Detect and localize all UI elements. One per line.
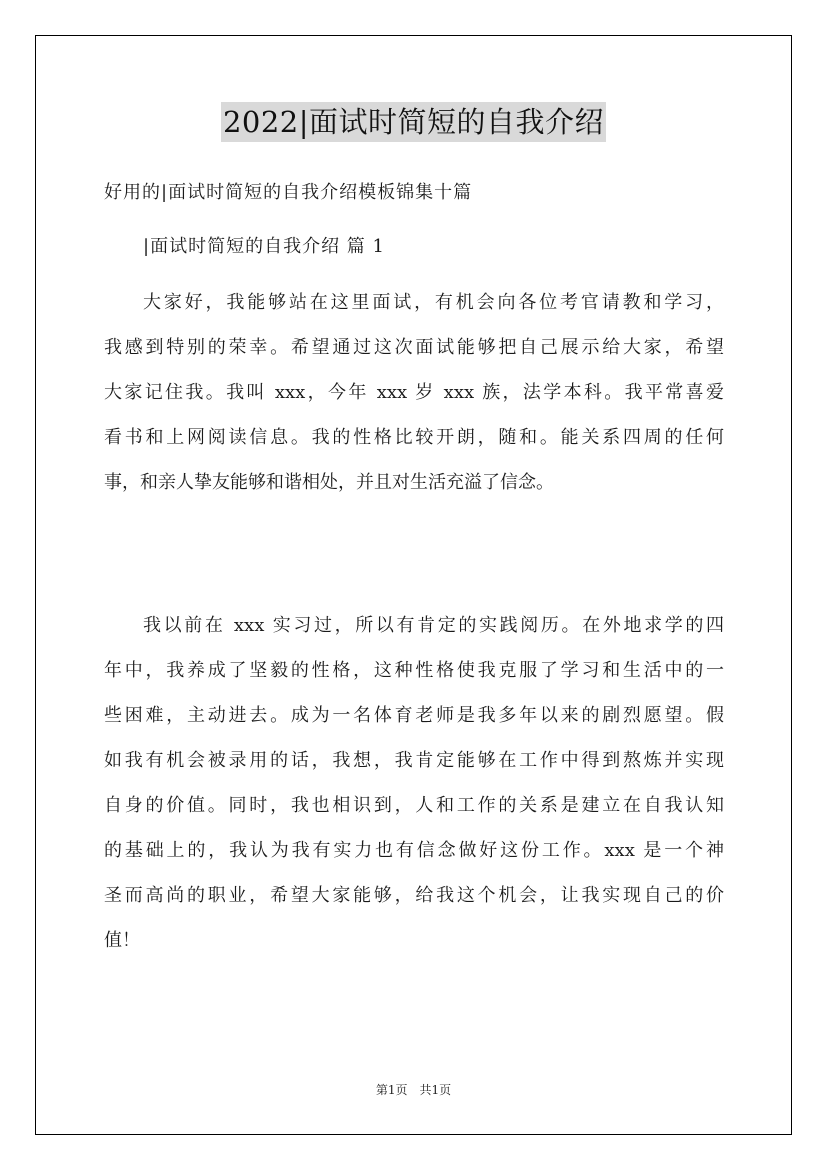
paragraph-line: 我以前在 xxx 实习过，所以有肯定的实践阅历。在外地求学的四 — [143, 615, 724, 636]
paragraph-line: 年中，我养成了坚毅的性格，这种性格使我克服了学习和生活中的一 — [104, 660, 724, 681]
title-container — [0, 102, 827, 142]
page-number-footer: 第1页 共1页 — [375, 1083, 452, 1097]
paragraph-2 — [104, 603, 724, 963]
paragraph-line: 自身的价值。同时，我也相识到，人和工作的关系是建立在自我认知 — [104, 795, 724, 816]
paragraph-line: 些困难，主动进去。成为一名体育老师是我多年以来的剧烈愿望。假 — [104, 705, 724, 726]
paragraph-line: 大家记住我。我叫 xxx，今年 xxx 岁 xxx 族，法学本科。我平常喜爱 — [104, 382, 724, 403]
paragraph-line: 事，和亲人挚友能够和谐相处，并且对生活充溢了信念。 — [104, 472, 554, 493]
paragraph-1 — [104, 280, 724, 505]
section-heading: |面试时简短的自我介绍 篇 1 — [143, 236, 385, 257]
paragraph-line: 值！ — [104, 930, 140, 951]
document-title: 2022|面试时简短的自我介绍 — [221, 102, 606, 142]
paragraph-line: 圣而高尚的职业，希望大家能够，给我这个机会，让我实现自己的价 — [104, 885, 724, 906]
paragraph-line: 看书和上网阅读信息。我的性格比较开朗，随和。能关系四周的任何 — [104, 427, 724, 448]
paragraph-line: 如我有机会被录用的话，我想，我肯定能够在工作中得到熬炼并实现 — [104, 750, 724, 771]
paragraph-line: 的基础上的，我认为我有实力也有信念做好这份工作。xxx 是一个神 — [104, 840, 724, 861]
paragraph-line: 我感到特别的荣幸。希望通过这次面试能够把自己展示给大家，希望 — [104, 337, 724, 358]
paragraph-line: 大家好，我能够站在这里面试，有机会向各位考官请教和学习， — [143, 292, 724, 313]
document-subtitle: 好用的|面试时简短的自我介绍模板锦集十篇 — [104, 182, 473, 203]
